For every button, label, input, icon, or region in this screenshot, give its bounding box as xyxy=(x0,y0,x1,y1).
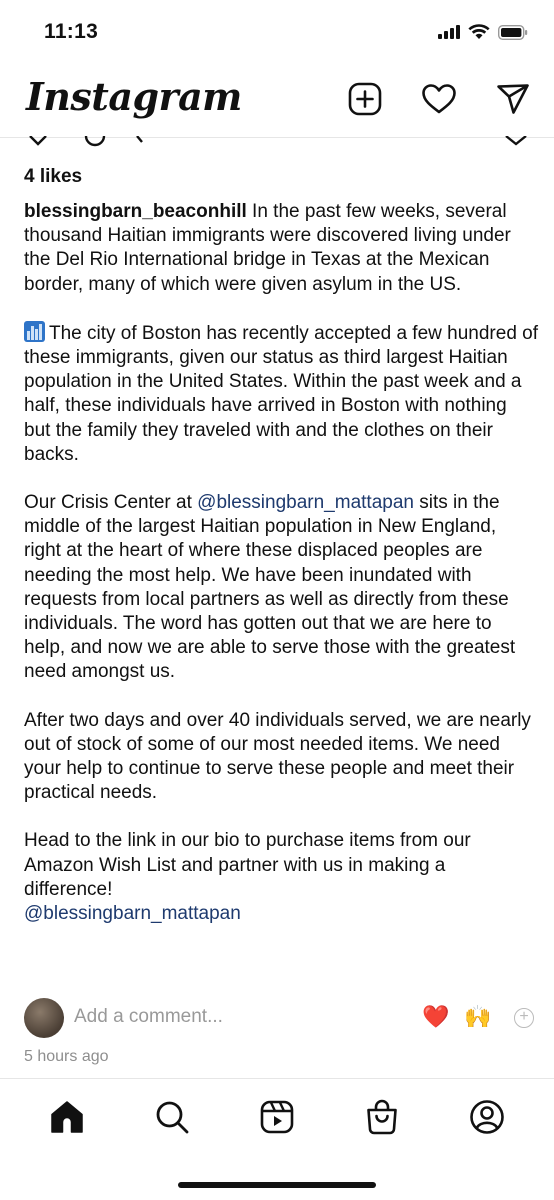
mention-link[interactable]: @blessingbarn_mattapan xyxy=(197,492,414,514)
status-icons xyxy=(438,24,528,45)
cityscape-emoji-icon xyxy=(24,321,45,342)
bottom-nav xyxy=(0,1078,554,1200)
caption-paragraph xyxy=(24,200,538,297)
profile-icon[interactable] xyxy=(465,1095,509,1139)
post-timestamp: 5 hours ago xyxy=(24,1048,109,1065)
instagram-logo[interactable]: Instagram xyxy=(26,74,242,119)
plus-square-icon[interactable] xyxy=(346,80,384,118)
caption-paragraph xyxy=(24,709,538,806)
reels-icon[interactable] xyxy=(255,1095,299,1139)
post-actions-partial xyxy=(0,136,554,150)
paper-plane-icon[interactable] xyxy=(494,80,532,118)
likes-count[interactable]: 4 likes xyxy=(24,166,83,187)
heart-icon[interactable] xyxy=(420,80,458,118)
caption-text: Head to the link in our bio to purchase items from our Amazon Wish List and partner with us in making a difference! xyxy=(24,830,471,900)
caption-username[interactable]: blessingbarn_beaconhill xyxy=(24,201,247,222)
shop-icon[interactable] xyxy=(360,1095,404,1139)
caption-text: In the past few weeks, several thousand Haitian immigrants were discovered living under the Del Rio International bridge in Texas at the Mexican border, many of which were given asylum in the US. xyxy=(24,201,511,295)
battery-icon xyxy=(498,25,528,45)
add-comment-row xyxy=(24,998,536,1038)
mention-link[interactable]: @blessingbarn_mattapan xyxy=(24,903,241,925)
home-indicator xyxy=(178,1182,376,1188)
nav-items xyxy=(0,1095,554,1139)
avatar[interactable] xyxy=(24,998,64,1038)
search-icon[interactable] xyxy=(150,1095,194,1139)
header-actions xyxy=(346,80,532,118)
app-header xyxy=(0,66,554,138)
heart-emoji-button[interactable]: ❤️ xyxy=(422,1004,450,1029)
add-emoji-icon[interactable]: + xyxy=(514,1008,534,1028)
caption-text: After two days and over 40 individuals served, we are nearly out of stock of some of our most needed items. We need your help to continue to serve these people and meet their practical needs. xyxy=(24,709,531,804)
status-time: 11:13 xyxy=(44,20,99,43)
caption-paragraph xyxy=(24,829,538,926)
comment-input[interactable] xyxy=(74,1006,374,1028)
cellular-signal-icon xyxy=(438,25,460,44)
caption-text: Our Crisis Center at xyxy=(24,492,198,514)
raised-hands-emoji-button[interactable]: 🙌 xyxy=(464,1004,492,1029)
caption-paragraph xyxy=(24,491,538,685)
home-icon[interactable] xyxy=(45,1095,89,1139)
caption-text: sits in the middle of the largest Haitian population in New England, right at the heart of where these displaced peoples are needing the most help. We have been inundated with requests from local partners as well as directly from these individuals. The word has gotten out that we are here to help, and now we are able to serve those with the greatest need amongst us. xyxy=(24,492,516,683)
post-caption xyxy=(24,200,538,926)
caption-text: The city of Boston has recently accepted a few hundred of these immigrants, given our status as third largest Haitian population in the United States. Within the past week and a half, these individuals have arrived in Boston with nothing but the family they traveled with and the clothes on their backs. xyxy=(24,322,539,465)
caption-paragraph xyxy=(24,321,538,467)
status-bar xyxy=(0,0,554,66)
wifi-icon xyxy=(468,24,490,45)
